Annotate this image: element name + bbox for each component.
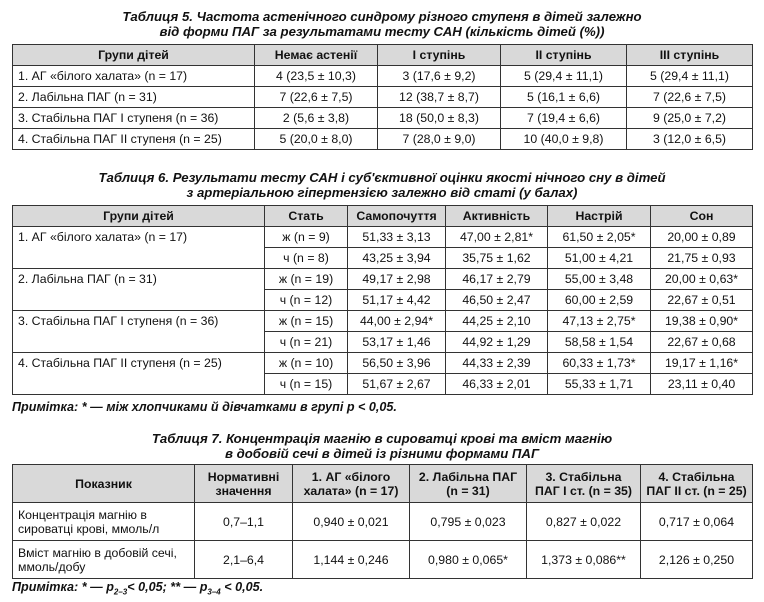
table7-cell: 0,980 ± 0,065*: [410, 541, 527, 579]
table6-cell: ч (n = 8): [265, 248, 348, 269]
table6-cell: 51,67 ± 2,67: [348, 374, 446, 395]
table6-cell: ж (n = 19): [265, 269, 348, 290]
table7-caption-line1: Таблиця 7. Концентрація магнію в сироватці крові та вміст магнію: [151, 431, 613, 446]
table6-cell: 44,00 ± 2,94*: [348, 311, 446, 332]
table7-header: 3. Стабільна ПАГ I ст. (n = 35): [527, 465, 641, 503]
table5-cell: 5 (29,4 ± 11,1): [627, 66, 753, 87]
table7-row: [13, 503, 753, 541]
table5-cell: 18 (50,0 ± 8,3): [378, 108, 501, 129]
table5-header-row: [13, 45, 753, 66]
table5-cell: 9 (25,0 ± 7,2): [627, 108, 753, 129]
table6-cell: 19,38 ± 0,90*: [651, 311, 753, 332]
table5-header: II ступінь: [501, 45, 627, 66]
table6-cell: 23,11 ± 0,40: [651, 374, 753, 395]
table6-cell: 56,50 ± 3,96: [348, 353, 446, 374]
table7-header: 2. Лабільна ПАГ (n = 31): [410, 465, 527, 503]
table5-row: [13, 87, 753, 108]
table6-group-name: 1. АГ «білого халата» (n = 17): [13, 227, 265, 269]
table5-cell: 1. АГ «білого халата» (n = 17): [13, 66, 255, 87]
table5-cell: 3. Стабільна ПАГ I ступеня (n = 36): [13, 108, 255, 129]
table6-header: Сон: [651, 206, 753, 227]
table7-cell: 0,717 ± 0,064: [641, 503, 753, 541]
table5-header: I ступінь: [378, 45, 501, 66]
table7-caption-line2: в добовій сечі в дітей із різними формами ПАГ: [224, 446, 540, 461]
table7-note-part: < 0,05.: [220, 580, 264, 594]
table5-cell: 7 (22,6 ± 7,5): [627, 87, 753, 108]
table5-cell: 12 (38,7 ± 8,7): [378, 87, 501, 108]
table7-cell: 0,827 ± 0,022: [527, 503, 641, 541]
table5-cell: 10 (40,0 ± 9,8): [501, 129, 627, 150]
table6-cell: 60,00 ± 2,59: [548, 290, 651, 311]
table5-cell: 7 (22,6 ± 7,5): [255, 87, 378, 108]
table7-header: 1. АГ «білого халата» (n = 17): [293, 465, 410, 503]
table6-cell: 44,33 ± 2,39: [446, 353, 548, 374]
table5-cell: 5 (20,0 ± 8,0): [255, 129, 378, 150]
table6-cell: 61,50 ± 2,05*: [548, 227, 651, 248]
table6-header-row: [13, 206, 753, 227]
table6-cell: 53,17 ± 1,46: [348, 332, 446, 353]
table6-cell: ч (n = 15): [265, 374, 348, 395]
table7-header: Нормативні значення: [195, 465, 293, 503]
table5-cell: 3 (17,6 ± 9,2): [378, 66, 501, 87]
table7-note-subscript: 2–3: [113, 587, 128, 597]
table6-cell: 60,33 ± 1,73*: [548, 353, 651, 374]
table6-cell: 58,58 ± 1,54: [548, 332, 651, 353]
table7-header: 4. Стабільна ПАГ II ст. (n = 25): [641, 465, 753, 503]
table7-note-part: * — р: [78, 580, 114, 594]
table7-header: Показник: [13, 465, 195, 503]
table6-cell: ж (n = 15): [265, 311, 348, 332]
table6-header: Настрій: [548, 206, 651, 227]
table6-caption-line2: з артеріальною гіпертензією залежно від статі (у балах): [186, 185, 578, 200]
table5-header: Групи дітей: [13, 45, 255, 66]
table7-note-subscript: 3–4: [207, 587, 221, 597]
table6-header: Самопочуття: [348, 206, 446, 227]
table6-cell: 22,67 ± 0,68: [651, 332, 753, 353]
table7-cell: Концентрація магнію в сироватці крові, ммоль/л: [13, 503, 195, 541]
table5-caption-line1: Таблиця 5. Частота астенічного синдрому різного ступеня в дітей залежно: [122, 9, 642, 24]
table6-header: Групи дітей: [13, 206, 265, 227]
table5-cell: 7 (28,0 ± 9,0): [378, 129, 501, 150]
table6-cell: 21,75 ± 0,93: [651, 248, 753, 269]
table6-row: [13, 269, 753, 290]
table7-note-label: Примітка:: [12, 580, 79, 594]
table6-cell: ж (n = 10): [265, 353, 348, 374]
table6-cell: ч (n = 12): [265, 290, 348, 311]
table6-cell: 19,17 ± 1,16*: [651, 353, 753, 374]
table6-cell: 43,25 ± 3,94: [348, 248, 446, 269]
table6-cell: 46,17 ± 2,79: [446, 269, 548, 290]
table6-cell: ч (n = 21): [265, 332, 348, 353]
table6-cell: 51,00 ± 4,21: [548, 248, 651, 269]
table5-cell: 3 (12,0 ± 6,5): [627, 129, 753, 150]
table6-header: Стать: [265, 206, 348, 227]
table6-note: [12, 400, 397, 414]
table6-cell: 44,25 ± 2,10: [446, 311, 548, 332]
table6-cell: 47,00 ± 2,81*: [446, 227, 548, 248]
table5-header: III ступінь: [627, 45, 753, 66]
table6-group-name: 2. Лабільна ПАГ (n = 31): [13, 269, 265, 311]
table6-caption: [0, 170, 764, 200]
table6-cell: 55,00 ± 3,48: [548, 269, 651, 290]
table5-row: [13, 66, 753, 87]
table5-cell: 7 (19,4 ± 6,6): [501, 108, 627, 129]
table6-note-label: Примітка:: [12, 400, 79, 414]
table7-cell: 1,144 ± 0,246: [293, 541, 410, 579]
table5: [12, 44, 753, 150]
table6-cell: 35,75 ± 1,62: [446, 248, 548, 269]
table6-cell: 46,33 ± 2,01: [446, 374, 548, 395]
table7: [12, 464, 753, 579]
table5-cell: 2 (5,6 ± 3,8): [255, 108, 378, 129]
table6-cell: 46,50 ± 2,47: [446, 290, 548, 311]
table6-cell: 44,92 ± 1,29: [446, 332, 548, 353]
table5-row: [13, 108, 753, 129]
table6-note-text: * — між хлопчиками й дівчатками в групі р < 0,05.: [78, 400, 397, 414]
table6-group-name: 4. Стабільна ПАГ II ступеня (n = 25): [13, 353, 265, 395]
table6-header: Активність: [446, 206, 548, 227]
table6-cell: 55,33 ± 1,71: [548, 374, 651, 395]
table6-row: [13, 311, 753, 332]
table7-cell: Вміст магнію в добовій сечі, ммоль/добу: [13, 541, 195, 579]
table6-cell: 51,17 ± 4,42: [348, 290, 446, 311]
table6-cell: 22,67 ± 0,51: [651, 290, 753, 311]
table7-cell: 1,373 ± 0,086**: [527, 541, 641, 579]
table6-group-name: 3. Стабільна ПАГ I ступеня (n = 36): [13, 311, 265, 353]
table7-cell: 0,940 ± 0,021: [293, 503, 410, 541]
table7-header-row: [13, 465, 753, 503]
table5-cell: 5 (16,1 ± 6,6): [501, 87, 627, 108]
table7-note-part: < 0,05; ** — р: [127, 580, 208, 594]
table5-cell: 4 (23,5 ± 10,3): [255, 66, 378, 87]
table6-caption-line1: Таблиця 6. Результати тесту САН і суб'єктивної оцінки якості нічного сну в дітей: [98, 170, 666, 185]
table5-caption: [0, 9, 764, 39]
table6: [12, 205, 753, 395]
table6-cell: 51,33 ± 3,13: [348, 227, 446, 248]
table7-row: [13, 541, 753, 579]
table7-cell: 2,1–6,4: [195, 541, 293, 579]
table5-cell: 4. Стабільна ПАГ II ступеня (n = 25): [13, 129, 255, 150]
table5-cell: 2. Лабільна ПАГ (n = 31): [13, 87, 255, 108]
table7-cell: 2,126 ± 0,250: [641, 541, 753, 579]
table6-row: [13, 227, 753, 248]
table7-note: [12, 580, 263, 597]
table6-cell: 20,00 ± 0,89: [651, 227, 753, 248]
table7-cell: 0,7–1,1: [195, 503, 293, 541]
table7-cell: 0,795 ± 0,023: [410, 503, 527, 541]
table6-cell: 47,13 ± 2,75*: [548, 311, 651, 332]
table6-cell: 49,17 ± 2,98: [348, 269, 446, 290]
table6-cell: 20,00 ± 0,63*: [651, 269, 753, 290]
table5-cell: 5 (29,4 ± 11,1): [501, 66, 627, 87]
table5-header: Немає астенії: [255, 45, 378, 66]
table5-caption-line2: від форми ПАГ за результатами тесту САН (кількість дітей (%)): [159, 24, 605, 39]
table6-row: [13, 353, 753, 374]
table5-row: [13, 129, 753, 150]
table7-caption: [0, 431, 764, 461]
table6-cell: ж (n = 9): [265, 227, 348, 248]
